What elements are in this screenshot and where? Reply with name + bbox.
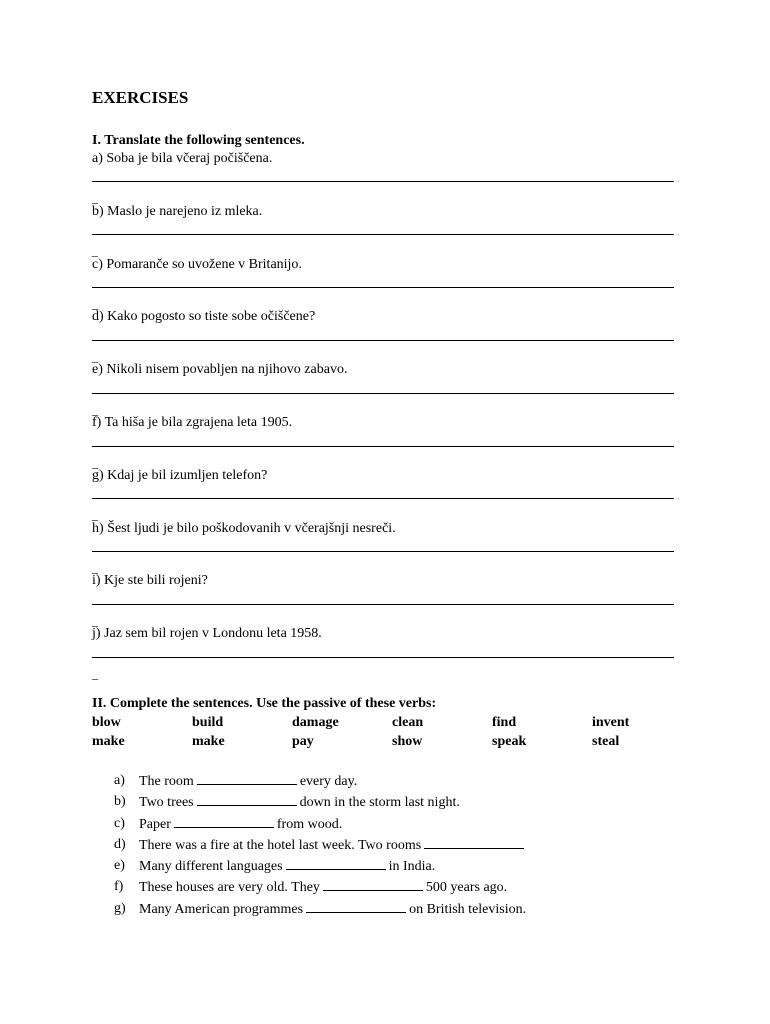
line-dash: _ [92, 614, 98, 628]
sentence-j: j) Jaz sem bil rojen v Londonu leta 1958. [92, 626, 322, 641]
verb: find [492, 715, 517, 730]
exercise-after: in India. [388, 859, 436, 874]
exercise-before: Many different languages [139, 859, 283, 874]
sentence-f: f) Ta hiša je bila zgrajena leta 1905. [92, 415, 293, 430]
section-1-heading: I. Translate the following sentences. [92, 133, 305, 148]
exercise-after: 500 years ago. [425, 880, 508, 895]
answer-blank[interactable] [197, 794, 297, 806]
line-dash: _ [92, 456, 98, 470]
exercise-text [139, 794, 460, 811]
verb: invent [592, 715, 630, 730]
verb: blow [92, 715, 121, 730]
answer-blank[interactable] [197, 773, 297, 785]
answer-blank[interactable] [323, 879, 423, 891]
line-dash: _ [92, 561, 98, 575]
answer-blank[interactable] [424, 837, 524, 849]
line-dash: _ [92, 508, 98, 522]
exercise-before: Two trees [139, 795, 194, 810]
answer-line-b[interactable] [92, 234, 674, 235]
exercise-before: The room [139, 774, 194, 789]
verb-row-1 [92, 715, 692, 731]
exercise-letter: a) [114, 773, 125, 788]
sentence-c: c) Pomaranče so uvožene v Britanijo. [92, 257, 302, 272]
verb: steal [592, 734, 620, 749]
verb: make [192, 734, 225, 749]
answer-line-g[interactable] [92, 498, 674, 499]
exercise-letter: d) [114, 837, 126, 852]
answer-line-j[interactable] [92, 657, 674, 658]
exercise-before: Paper [139, 817, 171, 832]
sentence-g: g) Kdaj je bil izumljen telefon? [92, 468, 268, 483]
exercise-text [139, 901, 526, 918]
exercise-after: from wood. [276, 817, 343, 832]
line-dash: _ [92, 403, 98, 417]
verb-row-2 [92, 734, 692, 750]
sentence-i: i) Kje ste bili rojeni? [92, 573, 208, 588]
exercise-text [139, 773, 357, 790]
sentence-e: e) Nikoli nisem povabljen na njihovo zabavo. [92, 362, 348, 377]
exercise-letter: g) [114, 901, 126, 916]
exercise-letter: f) [114, 879, 124, 894]
sentence-b: b) Maslo je narejeno iz mleka. [92, 204, 263, 219]
exercise-letter: c) [114, 816, 125, 831]
answer-blank[interactable] [286, 858, 386, 870]
line-dash: _ [92, 667, 98, 681]
verb: show [392, 734, 423, 749]
exercise-after: every day. [299, 774, 358, 789]
verb: damage [292, 715, 339, 730]
verb: speak [492, 734, 527, 749]
exercise-letter: e) [114, 858, 125, 873]
sentence-d: d) Kako pogosto so tiste sobe očiščene? [92, 309, 316, 324]
line-dash: _ [92, 297, 98, 311]
exercise-letter: b) [114, 794, 126, 809]
line-dash: _ [92, 191, 98, 205]
exercise-text [139, 816, 342, 833]
answer-line-f[interactable] [92, 446, 674, 447]
verb: clean [392, 715, 424, 730]
exercise-before: There was a fire at the hotel last week. Two rooms [139, 838, 422, 853]
answer-line-c[interactable] [92, 287, 674, 288]
answer-line-i[interactable] [92, 604, 674, 605]
exercise-text [139, 858, 435, 875]
verb: pay [292, 734, 314, 749]
verb: build [192, 715, 224, 730]
line-dash: _ [92, 350, 98, 364]
sentence-h: h) Šest ljudi je bilo poškodovanih v včerajšnji nesreči. [92, 521, 396, 536]
exercise-after: down in the storm last night. [299, 795, 460, 810]
exercise-text [139, 879, 507, 896]
line-dash: _ [92, 244, 98, 258]
section-2-heading: II. Complete the sentences. Use the passive of these verbs: [92, 696, 437, 711]
page-title: EXERCISES [92, 88, 189, 107]
answer-blank[interactable] [306, 901, 406, 913]
answer-line-a[interactable] [92, 181, 674, 182]
answer-line-d[interactable] [92, 340, 674, 341]
verb: make [92, 734, 125, 749]
exercise-text [139, 837, 527, 854]
answer-blank[interactable] [174, 816, 274, 828]
exercise-before: These houses are very old. They [139, 880, 320, 895]
exercise-after: on British television. [409, 902, 527, 917]
answer-line-e[interactable] [92, 393, 674, 394]
sentence-a: a) Soba je bila včeraj počiščena. [92, 151, 273, 166]
answer-line-h[interactable] [92, 551, 674, 552]
exercise-before: Many American programmes [139, 902, 304, 917]
